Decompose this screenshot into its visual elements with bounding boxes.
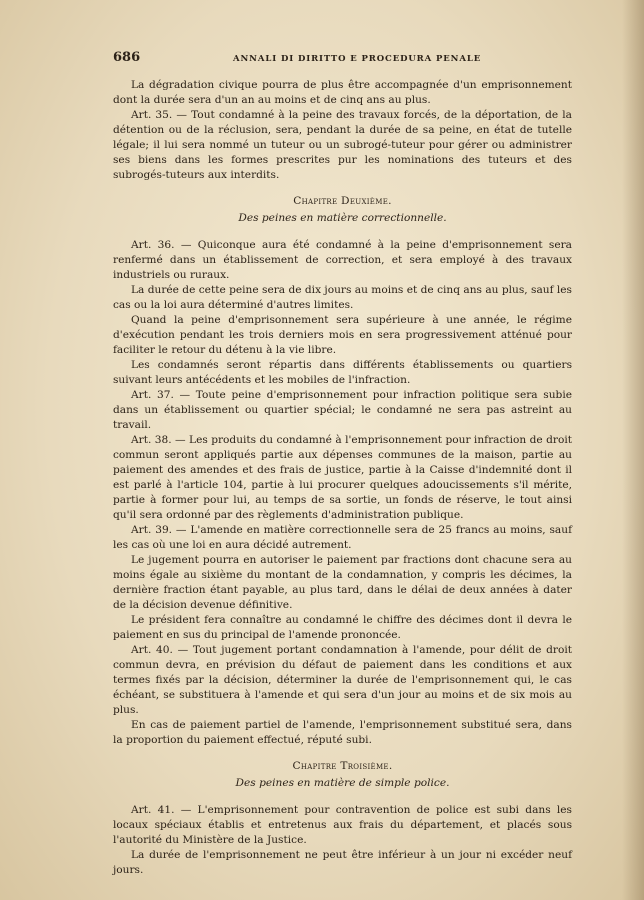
chapter-subtitle: Des peines en matière de simple police. <box>235 777 450 789</box>
paragraph: En cas de paiement partiel de l'amende, l'emprisonnement substitué sera, dans la proportion du paiement effectué, réputé subi. <box>113 719 572 746</box>
paragraph: La durée de l'emprisonnement ne peut être inférieur à un jour ni excéder neuf jours. <box>113 849 572 876</box>
paragraph-art-38: Art. 38. — Les produits du condamné à l'emprisonnement pour infraction de droit commun seront appliqués partie aux dépenses communes de la maison, partie au paiement des amendes et des frais de justice, partie à la Caisse d'indemnité dont il est parlé à l'article 104, partie à lui procurer quelques adoucissements s'il mérite, partie à former pour lui, au temps de sa sortie, un fonds de réserve, le tout ainsi qu'il sera ordonné par des règlements d'administration publique. <box>113 434 572 521</box>
paragraph: La dégradation civique pourra de plus être accompagnée d'un emprisonnement dont la durée sera d'un an au moins et de cinq ans au plus. <box>113 79 572 106</box>
chapter-title: Chapitre Deuxième. <box>293 195 392 207</box>
paragraph-art-40: Art. 40. — Tout jugement portant condamnation à l'amende, pour délit de droit commun devra, en prévision du défaut de paiement dans les conditions et aux termes fixés par la décision, déterminer la durée de l'emprisonnement qui, le cas échéant, se substituera à l'amende et qui sera d'un jour au moins et de six mois au plus. <box>113 644 572 716</box>
paragraph-art-36: Art. 36. — Quiconque aura été condamné à la peine d'emprisonnement sera renfermé dans un établissement de correction, et sera employé à des travaux industriels ou ruraux. <box>113 239 572 281</box>
body-text <box>113 78 572 878</box>
paragraph: Le jugement pourra en autoriser le paiement par fractions dont chacune sera au moins égale au sixième du montant de la condamnation, y compris les décimes, la dernière fraction étant payable, au plus tard, dans le délai de deux années à dater de la décision devenue définitive. <box>113 554 572 611</box>
page-header <box>113 50 572 72</box>
chapter-title: Chapitre Troisième. <box>292 760 393 772</box>
page-number: 686 <box>113 50 141 65</box>
paragraph-art-37: Art. 37. — Toute peine d'emprisonnement pour infraction politique sera subie dans un établissement ou quartier spécial; le condamné ne sera pas astreint au travail. <box>113 389 572 431</box>
running-head: ANNALI DI DIRITTO E PROCEDURA PENALE <box>233 54 482 64</box>
paragraph: Le président fera connaître au condamné le chiffre des décimes dont il devra le paiement en sus du principal de l'amende prononcée. <box>113 614 572 641</box>
paragraph: Les condamnés seront répartis dans différents établissements ou quartiers suivant leurs antécédents et les mobiles de l'infraction. <box>113 359 572 386</box>
paragraph: Quand la peine d'emprisonnement sera supérieure à une année, le régime d'exécution pendant les trois derniers mois en sera progressivement atténué pour faciliter le retour du détenu à la vie libre. <box>113 314 572 356</box>
paragraph: La durée de cette peine sera de dix jours au moins et de cinq ans au plus, sauf les cas ou la loi aura déterminé d'autres limites. <box>113 284 572 311</box>
paragraph-art-35: Art. 35. — Tout condamné à la peine des travaux forcés, de la déportation, de la détention ou de la réclusion, sera, pendant la durée de sa peine, en état de tutelle légale; il lui sera nommé un tuteur ou un subrogé-tuteur pour gérer ou administrer ses biens dans les formes prescrites pur les nominations des tuteurs et des subrogés-tuteurs aux interdits. <box>113 109 572 181</box>
paragraph-art-39: Art. 39. — L'amende en matière correctionnelle sera de 25 francs au moins, sauf les cas où une loi en aura décidé autrement. <box>113 524 572 551</box>
chapter-subtitle: Des peines en matière correctionnelle. <box>238 212 447 224</box>
paragraph-art-41: Art. 41. — L'emprisonnement pour contravention de police est subi dans les locaux spéciaux établis et entretenus aux frais du département, et placés sous l'autorité du Ministère de la Justice. <box>113 804 572 846</box>
